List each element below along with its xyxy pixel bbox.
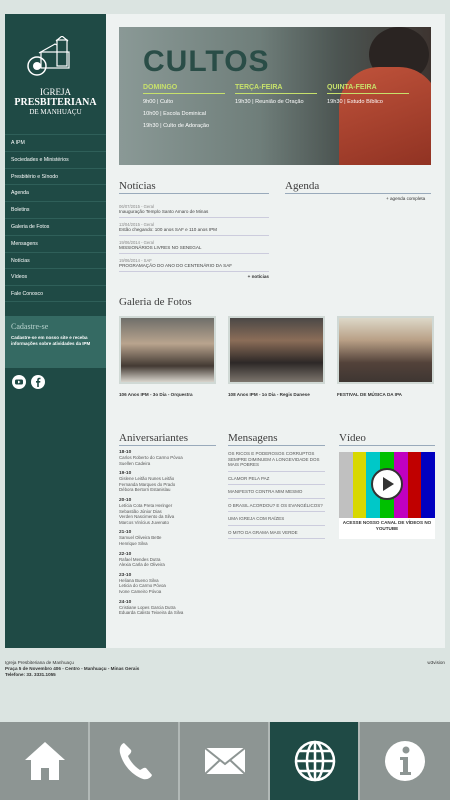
nav-item-noticias[interactable]: Notícias <box>5 252 106 269</box>
cultos-col-domingo <box>143 83 225 132</box>
globe-icon <box>292 739 338 783</box>
sidebar <box>5 14 106 648</box>
gallery-caption[interactable]: FESTIVAL DE MÚSICA DA IPA <box>337 392 402 397</box>
birthday-name: Carlos Roberto do Carmo Póvoa <box>119 455 183 460</box>
gallery-photo-3[interactable] <box>337 316 434 384</box>
birthday-name: Heliana Bueno Silva <box>119 577 159 583</box>
news-text: MISSIONÁRIOS LIVRES NO SENEGAL <box>119 245 202 250</box>
news-item[interactable] <box>119 218 269 236</box>
main-content <box>106 14 445 648</box>
logo[interactable] <box>5 14 106 136</box>
facebook-icon[interactable] <box>31 375 45 389</box>
birthday-date: 21-10 <box>119 530 132 536</box>
birthday-date: 20-10 <box>119 497 132 503</box>
message-item[interactable]: OS RICOS E PODEROSOS CORRUPTOS SEMPRE DIMINUEM A LONGEVIDADE DOS MAIS POBRES <box>228 447 325 472</box>
cultos-item: 10h00 | Escola Dominical <box>143 111 207 117</box>
birthday-date: 24-10 <box>119 599 132 605</box>
birthday-date: 22-10 <box>119 551 132 557</box>
aniversariantes-list <box>119 450 216 621</box>
galeria-title: Galeria de Fotos <box>119 296 192 308</box>
birthday-name: Leticia do Carmo Póvoa <box>119 583 166 589</box>
mensagens-list <box>228 447 325 539</box>
cultos-item: 19h30 | Estudo Bíblico <box>327 99 383 105</box>
birthday-name: Henrique Silva <box>119 540 148 546</box>
news-date: 19/06/2014 - SAF <box>119 258 152 263</box>
home-icon <box>22 739 68 783</box>
birthday-name: Fernanda Marques do Prado <box>119 481 176 487</box>
site-footer <box>5 660 139 678</box>
nav-item-agenda[interactable]: Agenda <box>5 184 106 201</box>
birthday-name: Sebastião Júnior Dias <box>119 508 162 514</box>
cultos-col-quinta <box>327 83 409 108</box>
birthday-date: 19-10 <box>119 471 132 477</box>
youtube-icon[interactable] <box>12 375 26 389</box>
birthday-name: Suellen Cadeira <box>119 460 151 466</box>
cultos-banner <box>119 27 431 165</box>
gallery-image <box>121 318 214 382</box>
video-title: Vídeo <box>339 432 435 446</box>
church-logo-icon <box>27 36 83 86</box>
info-button[interactable] <box>360 722 450 800</box>
footer-name: Igreja Presbiteriana de Manhuaçu <box>5 660 74 665</box>
nav-item-videos[interactable]: Vídeos <box>5 268 106 285</box>
message-item[interactable]: CLAMOR PELA PAZ <box>228 472 325 486</box>
birthday-name: Gislene Leitão Nunes Leitão <box>119 476 175 482</box>
youtube-channel-link[interactable] <box>339 452 435 539</box>
nav-item-boletins[interactable]: Boletins <box>5 201 106 218</box>
news-date: 19/06/2014 - Geral <box>119 240 154 245</box>
cultos-title: CULTOS <box>143 45 270 78</box>
news-text: PROGRAMAÇÃO DO ANO DO CENTENÁRIO DA SAF <box>119 263 233 268</box>
cultos-item: 9h00 | Culto <box>143 99 174 105</box>
cultos-col-terca <box>235 83 317 108</box>
news-text: Inauguração Templo Santo Amaro de Minas <box>119 209 209 214</box>
cultos-day: QUINTA-FEIRA <box>327 83 409 94</box>
agenda-title: Agenda <box>285 180 431 194</box>
nav-item-fale-conosco[interactable]: Fale Conosco <box>5 285 106 302</box>
birthday-name: Débora Bertorri Estanislau <box>119 487 171 493</box>
gallery-caption[interactable]: 108 Anos IPM - 1o Dia - Regis Danese <box>228 392 310 397</box>
birthday-name: Letícia Cota Preta Heringer <box>119 502 173 508</box>
mail-button[interactable] <box>180 722 270 800</box>
news-item[interactable] <box>119 200 269 218</box>
cadastro-box[interactable] <box>5 316 106 368</box>
cultos-day: TERÇA-FEIRA <box>235 83 317 94</box>
gallery-caption[interactable]: 106 Anos IPM - 3o Dia - Orquestra <box>119 392 193 397</box>
nav-item-mensagens[interactable]: Mensagens <box>5 235 106 252</box>
cadastro-title: Cadastre-se <box>11 322 49 331</box>
phone-icon <box>112 739 158 783</box>
news-text: Estão chegando: 100 anos SAF e 110 anos IPM <box>119 227 217 232</box>
gallery-image <box>230 318 323 382</box>
gallery-photo-1[interactable] <box>119 316 216 384</box>
banner-photo-person <box>339 67 431 165</box>
cadastro-text: Cadastre-se em nosso site e receba informações sobre atividades da IPM <box>11 335 91 346</box>
mail-icon <box>202 739 248 783</box>
message-item[interactable]: UMA IGREJA COM RAÍZES <box>228 512 325 526</box>
news-date: 13/04/2015 - Geral <box>119 222 154 227</box>
birthday-name: Alexia Carla de Oliveira <box>119 562 165 568</box>
brand-line2: PRESBITERIANA <box>14 97 97 108</box>
news-item[interactable] <box>119 254 269 272</box>
mensagens-title: Mensagens <box>228 432 325 446</box>
home-button[interactable] <box>0 722 90 800</box>
birthday-date: 18-10 <box>119 450 132 455</box>
nav-item-sociedades[interactable]: Sociedades e Ministérios <box>5 151 106 168</box>
message-item[interactable]: O BRASIL ACORDOU? E OS EVANGÉLICOS? <box>228 499 325 513</box>
cultos-item: 19h30 | Reunião de Oração <box>235 99 304 105</box>
message-item[interactable]: O MITO DA GRAMA MAIS VERDE <box>228 526 325 540</box>
birthday-date: 23-10 <box>119 572 132 578</box>
agenda-more-link[interactable]: + agenda completa <box>386 196 426 201</box>
info-icon <box>382 739 428 783</box>
nav-item-a-ipm[interactable]: A IPM <box>5 134 106 151</box>
footer-address: Praça 5 de Novembro 406 - Centro - Manhuaçu - Minas Gerais <box>5 666 140 671</box>
footer-phone: Telefone: 33. 3331.1055 <box>5 672 56 677</box>
news-item[interactable] <box>119 236 269 254</box>
birthday-name: Rafael Mendes Dutra <box>119 556 161 562</box>
birthday-name: Cristiane Lopes Garcia Dutra <box>119 604 176 610</box>
aniversariantes-title: Aniversariantes <box>119 432 216 446</box>
birthday-name: Samuel Oliveira Bette <box>119 535 162 541</box>
news-date: 06/07/2015 - Geral <box>119 204 154 209</box>
gallery-photo-2[interactable] <box>228 316 325 384</box>
message-item[interactable]: MANIFESTO CONTRA MIM MESMO <box>228 485 325 499</box>
noticias-list <box>119 200 269 279</box>
birthday-name: Eduarda Calisto Teixeira da Silva <box>119 610 184 616</box>
cultos-item: 19h30 | Culto de Adoração <box>143 123 210 129</box>
cultos-day: DOMINGO <box>143 83 225 94</box>
web-page <box>5 14 445 648</box>
more-news-link[interactable]: + notícias <box>247 274 269 279</box>
noticias-title: Notícias <box>119 180 269 194</box>
brand-line1: IGREJA <box>40 87 71 97</box>
brand-line3: DE MANHUAÇU <box>29 108 82 116</box>
birthday-name: Marcos Vinícius Juvenato <box>119 519 169 525</box>
phone-button[interactable] <box>90 722 180 800</box>
bottom-toolbar <box>0 722 450 800</box>
nav-item-presbiterio[interactable]: Presbitério e Sínodo <box>5 168 106 185</box>
footer-credit[interactable]: w3vision <box>427 660 445 665</box>
birthday-name: Ivone Cameiro Póvoa <box>119 588 162 594</box>
play-icon[interactable] <box>371 468 403 500</box>
nav-item-galeria[interactable]: Galeria de Fotos <box>5 218 106 235</box>
globe-button[interactable] <box>270 722 360 800</box>
birthday-name: Verden Nascimento da Silva <box>119 514 175 520</box>
main-nav <box>5 134 106 302</box>
video-caption: ACESSE NOSSO CANAL DE VÍDEOS NO YOUTUBE <box>342 520 432 531</box>
gallery-image <box>339 318 432 382</box>
